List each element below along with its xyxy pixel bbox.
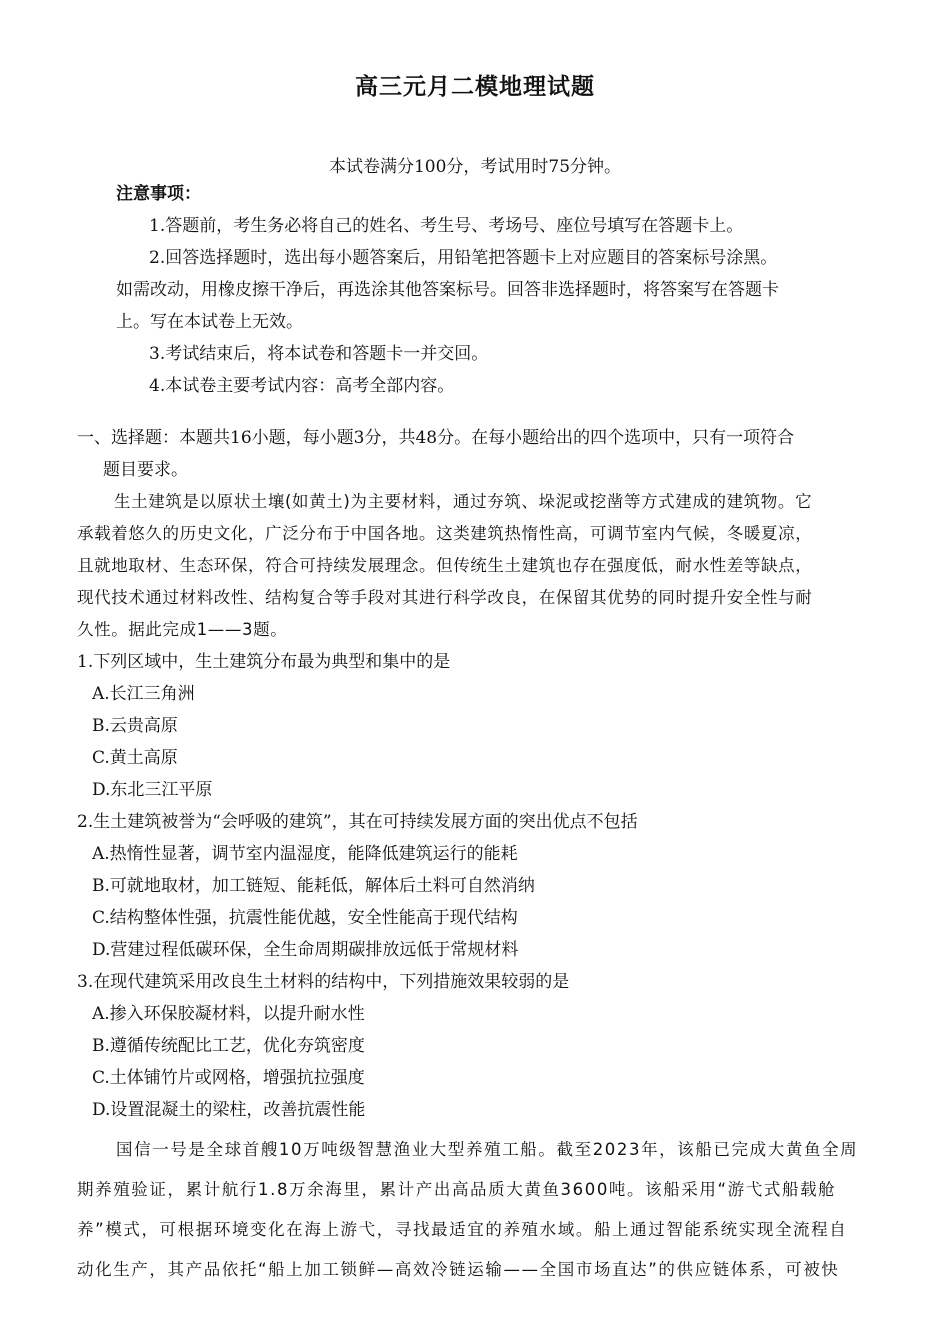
notice-item: 如需改动，用橡皮擦干净后，再选涂其他答案标号。回答非选择题时，将答案写在答题卡 <box>116 280 779 300</box>
notice-item: 1.答题前，考生务必将自己的姓名、考生号、考场号、座位号填写在答题卡上。 <box>149 216 744 236</box>
question-option: D.东北三江平原 <box>92 780 213 800</box>
question-stem: 3.在现代建筑采用改良生土材料的结构中，下列措施效果较弱的是 <box>77 972 570 992</box>
passage-line: 现代技术通过材料改性、结构复合等手段对其进行科学改良，在保留其优势的同时提升安全性与耐 <box>77 588 813 607</box>
question-option: B.云贵高原 <box>92 716 178 736</box>
exam-info: 本试卷满分100分，考试用时75分钟。 <box>328 157 622 177</box>
question-stem: 1.下列区域中，生土建筑分布最为典型和集中的是 <box>77 652 451 672</box>
section-heading-cont: 题目要求。 <box>103 460 188 480</box>
passage-line: 生土建筑是以原状土壤(如黄土)为主要材料，通过夯筑、垛泥或挖凿等方式建成的建筑物。它 <box>114 492 813 511</box>
notice-item: 2.回答选择题时，选出每小题答案后，用铅笔把答题卡上对应题目的答案标号涂黑。 <box>149 248 778 268</box>
passage-line: 动化生产，其产品依托“船上加工锁鲜—高效冷链运输——全国市场直达”的供应链体系，可被快 <box>77 1260 840 1279</box>
question-option: C.土体铺竹片或网格，增强抗拉强度 <box>92 1068 365 1088</box>
question-stem: 2.生土建筑被誉为“会呼吸的建筑”，其在可持续发展方面的突出优点不包括 <box>77 812 638 832</box>
question-option: A.掺入环保胶凝材料，以提升耐水性 <box>92 1004 365 1024</box>
passage-line: 久性。据此完成1——3题。 <box>77 620 288 639</box>
question-option: B.可就地取材，加工链短、能耗低，解体后土料可自然消纳 <box>92 876 535 896</box>
question-option: D.营建过程低碳环保，全生命周期碳排放远低于常规材料 <box>92 940 519 960</box>
passage-line: 养”模式，可根据环境变化在海上游弋，寻找最适宜的养殖水域。船上通过智能系统实现全流程自 <box>77 1220 848 1239</box>
passage-line: 且就地取材、生态环保，符合可持续发展理念。但传统生土建筑也存在强度低，耐水性差等缺点， <box>77 556 813 575</box>
page-title: 高三元月二模地理试题 <box>355 74 595 100</box>
question-option: B.遵循传统配比工艺，优化夯筑密度 <box>92 1036 365 1056</box>
question-option: C.结构整体性强，抗震性能优越，安全性能高于现代结构 <box>92 908 518 928</box>
notice-heading: 注意事项： <box>116 184 201 204</box>
notice-item: 3.考试结束后，将本试卷和答题卡一并交回。 <box>149 344 489 364</box>
question-option: A.热惰性显著，调节室内温湿度，能降低建筑运行的能耗 <box>92 844 518 864</box>
question-option: A.长江三角洲 <box>92 684 195 704</box>
passage-line: 期养殖验证，累计航行1.8万余海里，累计产出高品质大黄鱼3600吨。该船采用“游弋式船载舱 <box>77 1180 837 1199</box>
passage-line: 国信一号是全球首艘10万吨级智慧渔业大型养殖工船。截至2023年，该船已完成大黄鱼全周 <box>116 1140 859 1159</box>
question-option: C.黄土高原 <box>92 748 178 768</box>
section-heading: 一、选择题：本题共16小题，每小题3分，共48分。在每小题给出的四个选项中，只有一项符合 <box>77 428 795 448</box>
notice-item: 4.本试卷主要考试内容：高考全部内容。 <box>149 376 455 396</box>
question-option: D.设置混凝土的梁柱，改善抗震性能 <box>92 1100 366 1120</box>
notice-item: 上。写在本试卷上无效。 <box>116 312 303 332</box>
passage-line: 承载着悠久的历史文化，广泛分布于中国各地。这类建筑热惰性高，可调节室内气候，冬暖夏凉， <box>77 524 813 543</box>
